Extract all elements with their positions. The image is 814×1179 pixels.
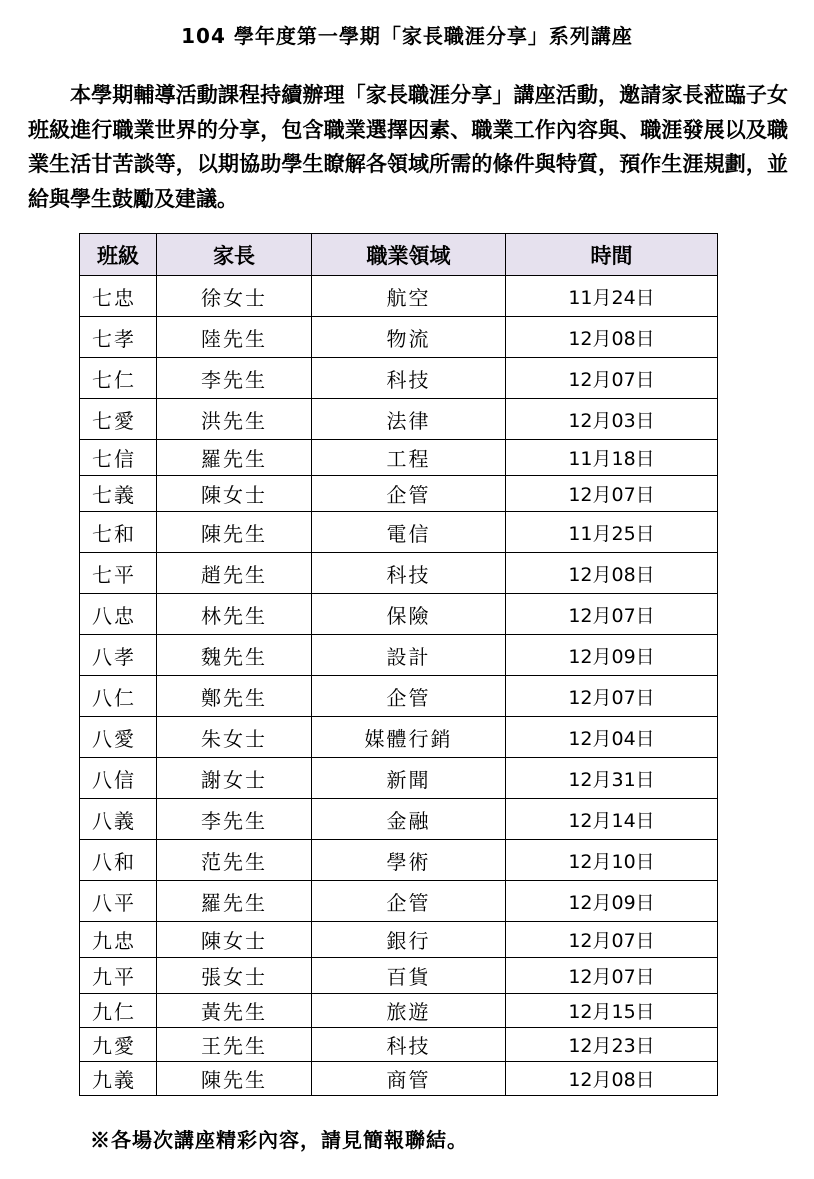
cell-class: 七忠 (80, 276, 157, 317)
cell-parent: 范先生 (157, 840, 312, 881)
cell-time: 11月25日 (506, 512, 718, 553)
table-row (80, 958, 718, 994)
table-row (80, 440, 718, 476)
cell-field: 新聞 (312, 758, 506, 799)
cell-field: 企管 (312, 476, 506, 512)
table-row (80, 881, 718, 922)
cell-field: 金融 (312, 799, 506, 840)
table-row (80, 922, 718, 958)
cell-field: 科技 (312, 358, 506, 399)
cell-class: 七平 (80, 553, 157, 594)
cell-class: 七愛 (80, 399, 157, 440)
cell-field: 保險 (312, 594, 506, 635)
table-row (80, 1028, 718, 1062)
cell-class: 八和 (80, 840, 157, 881)
footnote: ※各場次講座精彩內容，請見簡報聯結。 (90, 1128, 468, 1152)
table-row (80, 676, 718, 717)
table-row (80, 717, 718, 758)
cell-field: 企管 (312, 881, 506, 922)
cell-field: 學術 (312, 840, 506, 881)
cell-class: 九義 (80, 1062, 157, 1096)
table-row (80, 635, 718, 676)
table-row (80, 758, 718, 799)
cell-time: 12月31日 (506, 758, 718, 799)
cell-class: 八愛 (80, 717, 157, 758)
cell-parent: 陳先生 (157, 1062, 312, 1096)
cell-class: 九愛 (80, 1028, 157, 1062)
table-row (80, 553, 718, 594)
cell-class: 八平 (80, 881, 157, 922)
cell-time: 12月07日 (506, 676, 718, 717)
cell-parent: 洪先生 (157, 399, 312, 440)
table-header-row (80, 234, 718, 276)
cell-parent: 陳女士 (157, 476, 312, 512)
cell-class: 八信 (80, 758, 157, 799)
cell-field: 旅遊 (312, 994, 506, 1028)
table-row (80, 840, 718, 881)
schedule-body (80, 276, 718, 1096)
cell-field: 科技 (312, 1028, 506, 1062)
cell-field: 電信 (312, 512, 506, 553)
table-row (80, 799, 718, 840)
cell-parent: 徐女士 (157, 276, 312, 317)
cell-time: 12月07日 (506, 358, 718, 399)
cell-class: 八忠 (80, 594, 157, 635)
cell-class: 九仁 (80, 994, 157, 1028)
cell-parent: 黃先生 (157, 994, 312, 1028)
cell-class: 八仁 (80, 676, 157, 717)
cell-time: 12月03日 (506, 399, 718, 440)
cell-time: 12月15日 (506, 994, 718, 1028)
cell-time: 12月07日 (506, 922, 718, 958)
cell-parent: 陳女士 (157, 922, 312, 958)
header-time: 時間 (506, 234, 718, 276)
cell-field: 商管 (312, 1062, 506, 1096)
cell-field: 設計 (312, 635, 506, 676)
cell-time: 12月04日 (506, 717, 718, 758)
table-row (80, 594, 718, 635)
cell-time: 12月07日 (506, 476, 718, 512)
cell-time: 12月08日 (506, 317, 718, 358)
table-row (80, 358, 718, 399)
cell-field: 科技 (312, 553, 506, 594)
cell-class: 九平 (80, 958, 157, 994)
cell-field: 工程 (312, 440, 506, 476)
cell-parent: 李先生 (157, 799, 312, 840)
cell-parent: 王先生 (157, 1028, 312, 1062)
cell-parent: 朱女士 (157, 717, 312, 758)
table-row (80, 476, 718, 512)
cell-class: 七信 (80, 440, 157, 476)
cell-parent: 鄭先生 (157, 676, 312, 717)
header-parent: 家長 (157, 234, 312, 276)
cell-class: 七和 (80, 512, 157, 553)
cell-time: 12月14日 (506, 799, 718, 840)
cell-class: 九忠 (80, 922, 157, 958)
cell-time: 12月08日 (506, 553, 718, 594)
cell-time: 12月07日 (506, 958, 718, 994)
table-row (80, 276, 718, 317)
cell-field: 航空 (312, 276, 506, 317)
cell-parent: 羅先生 (157, 440, 312, 476)
header-class: 班級 (80, 234, 157, 276)
cell-class: 七孝 (80, 317, 157, 358)
cell-time: 12月09日 (506, 881, 718, 922)
cell-field: 物流 (312, 317, 506, 358)
cell-class: 八孝 (80, 635, 157, 676)
cell-field: 銀行 (312, 922, 506, 958)
cell-time: 12月08日 (506, 1062, 718, 1096)
header-field: 職業領域 (312, 234, 506, 276)
cell-class: 八義 (80, 799, 157, 840)
intro-paragraph: 本學期輔導活動課程持續辦理「家長職涯分享」講座活動，邀請家長蒞臨子女班級進行職業世界的分享，包含職業選擇因素、職業工作內容與、職涯發展以及職業生活甘苦談等，以期協助學生瞭解各領域所需的條件與特質，預作生涯規劃，並給與學生鼓勵及建議。 (28, 82, 788, 211)
cell-parent: 張女士 (157, 958, 312, 994)
cell-parent: 陳先生 (157, 512, 312, 553)
cell-parent: 謝女士 (157, 758, 312, 799)
table-row (80, 1062, 718, 1096)
table-row (80, 399, 718, 440)
cell-parent: 趙先生 (157, 553, 312, 594)
cell-field: 企管 (312, 676, 506, 717)
cell-field: 媒體行銷 (312, 717, 506, 758)
schedule-table (79, 233, 718, 1096)
cell-time: 12月09日 (506, 635, 718, 676)
cell-time: 12月07日 (506, 594, 718, 635)
cell-parent: 陸先生 (157, 317, 312, 358)
cell-parent: 李先生 (157, 358, 312, 399)
table-row (80, 512, 718, 553)
cell-field: 百貨 (312, 958, 506, 994)
cell-class: 七義 (80, 476, 157, 512)
table-row (80, 317, 718, 358)
cell-time: 11月24日 (506, 276, 718, 317)
cell-parent: 魏先生 (157, 635, 312, 676)
page-title: 104 學年度第一學期「家長職涯分享」系列講座 (181, 24, 633, 48)
cell-time: 12月23日 (506, 1028, 718, 1062)
cell-time: 11月18日 (506, 440, 718, 476)
cell-time: 12月10日 (506, 840, 718, 881)
table-row (80, 994, 718, 1028)
cell-class: 七仁 (80, 358, 157, 399)
cell-parent: 林先生 (157, 594, 312, 635)
cell-parent: 羅先生 (157, 881, 312, 922)
cell-field: 法律 (312, 399, 506, 440)
